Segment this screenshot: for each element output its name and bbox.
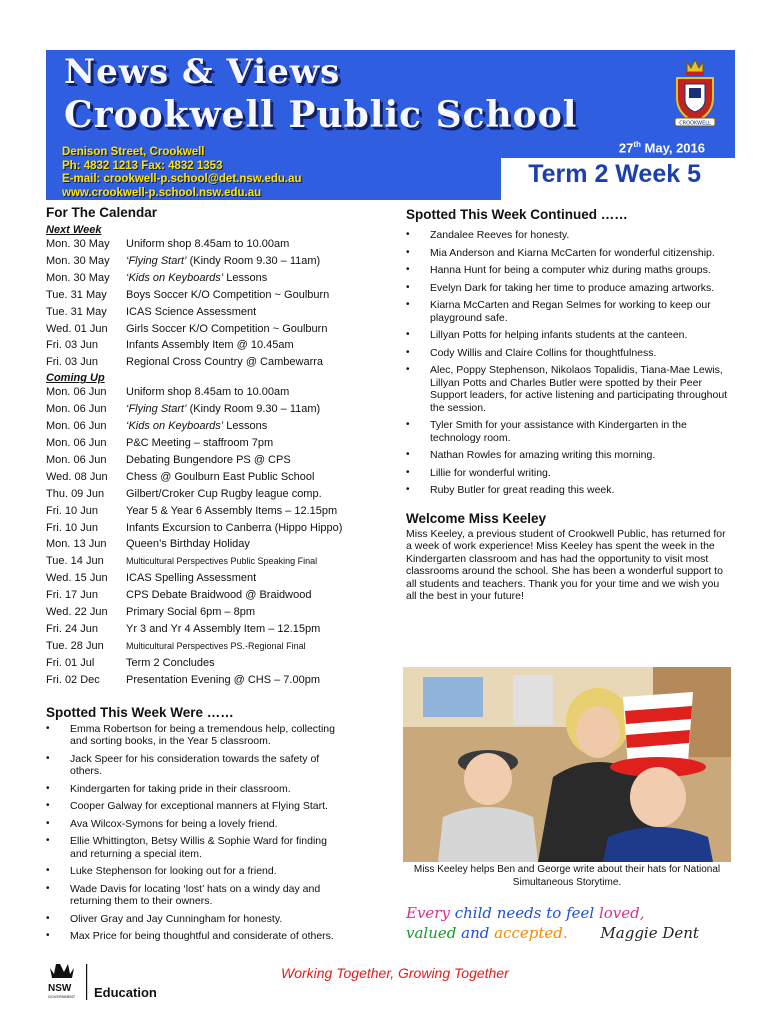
calendar-date: Fri. 10 Jun: [46, 521, 98, 534]
welcome-body: Miss Keeley, a previous student of Crookwell Public, has returned for a week of work experience! Miss Keeley has spent the week in the Kindergarten classroom and has had the opportunity to visit most classrooms around the school. She has been a wonderful support to all students and teachers. Thank you for your time and we wish you all the best in your future!: [406, 527, 726, 603]
calendar-row: [46, 384, 366, 401]
calendar-date: Wed. 08 Jun: [46, 470, 108, 483]
email: E-mail: crookwell-p.school@det.nsw.edu.au: [62, 173, 302, 185]
calendar-date: Tue. 14 Jun: [46, 555, 104, 568]
tagline: Working Together, Growing Together: [281, 965, 509, 981]
left-column: [46, 205, 366, 948]
calendar-date: Tue. 28 Jun: [46, 639, 104, 652]
calendar-event: Infants Excursion to Canberra (Hippo Hippo): [126, 521, 343, 534]
calendar-event: Queen’s Birthday Holiday: [126, 538, 250, 551]
calendar-event: Multicultural Perspectives Public Speaking Final: [126, 556, 318, 567]
right-column: [406, 205, 728, 603]
list-item: • Jack Speer for his consideration towards the safety of others.: [46, 753, 346, 778]
calendar-date: Wed. 01 Jun: [46, 322, 108, 335]
classroom-photo: [403, 667, 731, 862]
spotted-continued-list: [406, 229, 728, 497]
calendar-date: Tue. 31 May: [46, 305, 107, 318]
calendar-row: [46, 536, 366, 553]
quote: Every child needs to feel loved, valued and accepted. Maggie Dent: [406, 904, 699, 942]
svg-text:Education: Education: [94, 985, 157, 1000]
nsw-education-logo: [46, 960, 176, 1005]
calendar-event: Infants Assembly Item @ 10.45am: [126, 339, 294, 352]
svg-text:GOVERNMENT: GOVERNMENT: [48, 995, 76, 999]
calendar-row: [46, 587, 366, 604]
photo-caption: Miss Keeley helps Ben and George write about their hats for National Simultaneous Storytime.: [413, 864, 721, 888]
calendar-title: For The Calendar: [46, 205, 158, 220]
calendar-row: [46, 287, 366, 304]
calendar-row: [46, 354, 366, 371]
coming-up-list: [46, 384, 366, 688]
quote-author: Maggie Dent: [600, 924, 699, 942]
list-item: • Ellie Whittington, Betsy Willis & Sophie Ward for finding and returning a special item.: [46, 835, 346, 860]
next-week-list: [46, 236, 366, 371]
list-item: • Wade Davis for locating ‘lost’ hats on a windy day and returning them to their owners.: [46, 883, 346, 908]
spotted-list: [46, 723, 346, 943]
calendar-date: Mon. 06 Jun: [46, 436, 107, 449]
spotted-title: Spotted This Week Were ……: [46, 704, 234, 720]
contact-details: [62, 146, 302, 200]
welcome-title: Welcome Miss Keeley: [406, 510, 547, 526]
calendar-event: Uniform shop 8.45am to 10.00am: [126, 386, 290, 399]
calendar-row: [46, 655, 366, 672]
calendar-date: Mon. 13 Jun: [46, 538, 107, 551]
list-item: • Emma Robertson for being a tremendous help, collecting and sorting books, in the Year 5 classroom.: [46, 723, 346, 748]
list-item: • Kindergarten for taking pride in their classroom.: [46, 783, 346, 796]
list-item: • Lillyan Potts for helping infants students at the canteen.: [406, 329, 728, 342]
calendar-event: ‘Kids on Keyboards’ Lessons: [126, 420, 268, 433]
calendar-date: Fri. 17 Jun: [46, 589, 98, 602]
calendar-date: Fri. 10 Jun: [46, 504, 98, 517]
list-item: • Cooper Galway for exceptional manners at Flying Start.: [46, 800, 346, 813]
calendar-row: [46, 638, 366, 655]
calendar-date: Fri. 02 Dec: [46, 673, 100, 686]
calendar-event: Primary Social 6pm – 8pm: [126, 606, 255, 619]
calendar-date: Fri. 01 Jul: [46, 656, 95, 669]
calendar-event: CPS Debate Braidwood @ Braidwood: [126, 589, 312, 602]
calendar-row: [46, 304, 366, 321]
list-item: • Alec, Poppy Stephenson, Nikolaos Topalidis, Tiana-Mae Lewis, Lillyan Potts and Charles Butler were spotted by their Peer Support leaders, for active listening and participating throughout the session.: [406, 364, 728, 414]
school-crest-icon: [667, 58, 723, 132]
calendar-event: Multicultural Perspectives PS.-Regional Final: [126, 640, 306, 651]
calendar-event: Girls Soccer K/O Competition ~ Goulburn: [126, 322, 328, 335]
calendar-event: Regional Cross Country @ Cambewarra: [126, 356, 324, 369]
calendar-date: Mon. 06 Jun: [46, 386, 107, 399]
address: Denison Street, Crookwell: [62, 146, 205, 158]
phone-fax: Ph: 4832 1213 Fax: 4832 1353: [62, 159, 223, 172]
list-item: • Hanna Hunt for being a computer whiz during maths groups.: [406, 264, 728, 277]
calendar-row: [46, 520, 366, 537]
calendar-date: Mon. 30 May: [46, 271, 110, 284]
list-item: • Zandalee Reeves for honesty.: [406, 229, 728, 242]
calendar-event: Gilbert/Croker Cup Rugby league comp.: [126, 487, 322, 500]
list-item: • Ruby Butler for great reading this week.: [406, 484, 728, 497]
calendar-row: [46, 570, 366, 587]
list-item: • Cody Willis and Claire Collins for thoughtfulness.: [406, 347, 728, 360]
calendar-date: Tue. 31 May: [46, 288, 107, 301]
spotted-continued-title: Spotted This Week Continued ……: [406, 207, 628, 222]
term-week: Term 2 Week 5: [528, 160, 701, 188]
crest-label: CROOKWELL: [679, 120, 711, 127]
list-item: • Tyler Smith for your assistance with Kindergarten in the technology room.: [406, 419, 728, 444]
issue-date: 27th May, 2016: [618, 140, 705, 156]
calendar-date: Mon. 06 Jun: [46, 453, 107, 466]
calendar-row: [46, 553, 366, 570]
calendar-event: ICAS Spelling Assessment: [126, 572, 257, 585]
calendar-event: Year 5 & Year 6 Assembly Items – 12.15pm: [126, 504, 338, 517]
calendar-event: Term 2 Concludes: [126, 656, 215, 669]
list-item: • Lillie for wonderful writing.: [406, 467, 728, 480]
calendar-date: Mon. 06 Jun: [46, 403, 107, 416]
list-item: • Mia Anderson and Kiarna McCarten for wonderful citizenship.: [406, 247, 728, 260]
calendar-row: [46, 503, 366, 520]
calendar-row: [46, 469, 366, 486]
list-item: • Nathan Rowles for amazing writing this morning.: [406, 449, 728, 462]
calendar-row: [46, 452, 366, 469]
website: www.crookwell-p.school.nsw.edu.au: [62, 186, 262, 199]
list-item: • Kiarna McCarten and Regan Selmes for working to keep our playground safe.: [406, 299, 728, 324]
calendar-event: ‘Kids on Keyboards’ Lessons: [126, 271, 268, 284]
calendar-event: Chess @ Goulburn East Public School: [126, 470, 315, 483]
header-banner: [46, 50, 735, 200]
next-week-label: Next Week: [46, 224, 102, 236]
calendar-row: [46, 401, 366, 418]
calendar-date: Fri. 24 Jun: [46, 622, 98, 635]
calendar-event: Presentation Evening @ CHS – 7.00pm: [126, 673, 320, 686]
school-name: Crookwell Public School: [64, 94, 578, 136]
list-item: • Luke Stephenson for looking out for a friend.: [46, 865, 346, 878]
calendar-row: [46, 236, 366, 253]
newsletter-title: News & Views: [64, 52, 341, 92]
calendar-date: Wed. 22 Jun: [46, 606, 108, 619]
calendar-date: Fri. 03 Jun: [46, 356, 98, 369]
svg-text:NSW: NSW: [48, 983, 72, 994]
calendar-row: [46, 337, 366, 354]
calendar-date: Wed. 15 Jun: [46, 572, 108, 585]
calendar-event: P&C Meeting – staffroom 7pm: [126, 436, 274, 449]
calendar-row: [46, 486, 366, 503]
calendar-row: [46, 672, 366, 689]
calendar-event: Yr 3 and Yr 4 Assembly Item – 12.15pm: [126, 622, 321, 635]
calendar-date: Mon. 30 May: [46, 238, 110, 250]
calendar-date: Fri. 03 Jun: [46, 339, 98, 352]
list-item: • Oliver Gray and Jay Cunningham for honesty.: [46, 913, 346, 926]
coming-up-label: Coming Up: [46, 372, 105, 385]
calendar-event: ‘Flying Start’ (Kindy Room 9.30 – 11am): [126, 403, 321, 416]
calendar-event: Boys Soccer K/O Competition ~ Goulburn: [126, 288, 330, 301]
calendar-row: [46, 604, 366, 621]
calendar-row: [46, 435, 366, 452]
calendar-date: Thu. 09 Jun: [46, 487, 105, 500]
calendar-row: [46, 321, 366, 338]
calendar-event: ‘Flying Start’ (Kindy Room 9.30 – 11am): [126, 254, 321, 267]
calendar-row: [46, 418, 366, 435]
calendar-date: Mon. 06 Jun: [46, 420, 107, 433]
waratah-icon: [50, 964, 74, 978]
calendar-row: [46, 621, 366, 638]
calendar-row: [46, 253, 366, 270]
calendar-row: [46, 270, 366, 287]
calendar-event: ICAS Science Assessment: [126, 305, 257, 318]
calendar-event: Uniform shop 8.45am to 10.00am: [126, 238, 290, 250]
list-item: • Max Price for being thoughtful and considerate of others.: [46, 930, 346, 943]
list-item: • Ava Wilcox-Symons for being a lovely friend.: [46, 818, 346, 831]
calendar-date: Mon. 30 May: [46, 254, 110, 267]
calendar-event: Debating Bungendore PS @ CPS: [126, 453, 291, 466]
list-item: • Evelyn Dark for taking her time to produce amazing artworks.: [406, 282, 728, 295]
